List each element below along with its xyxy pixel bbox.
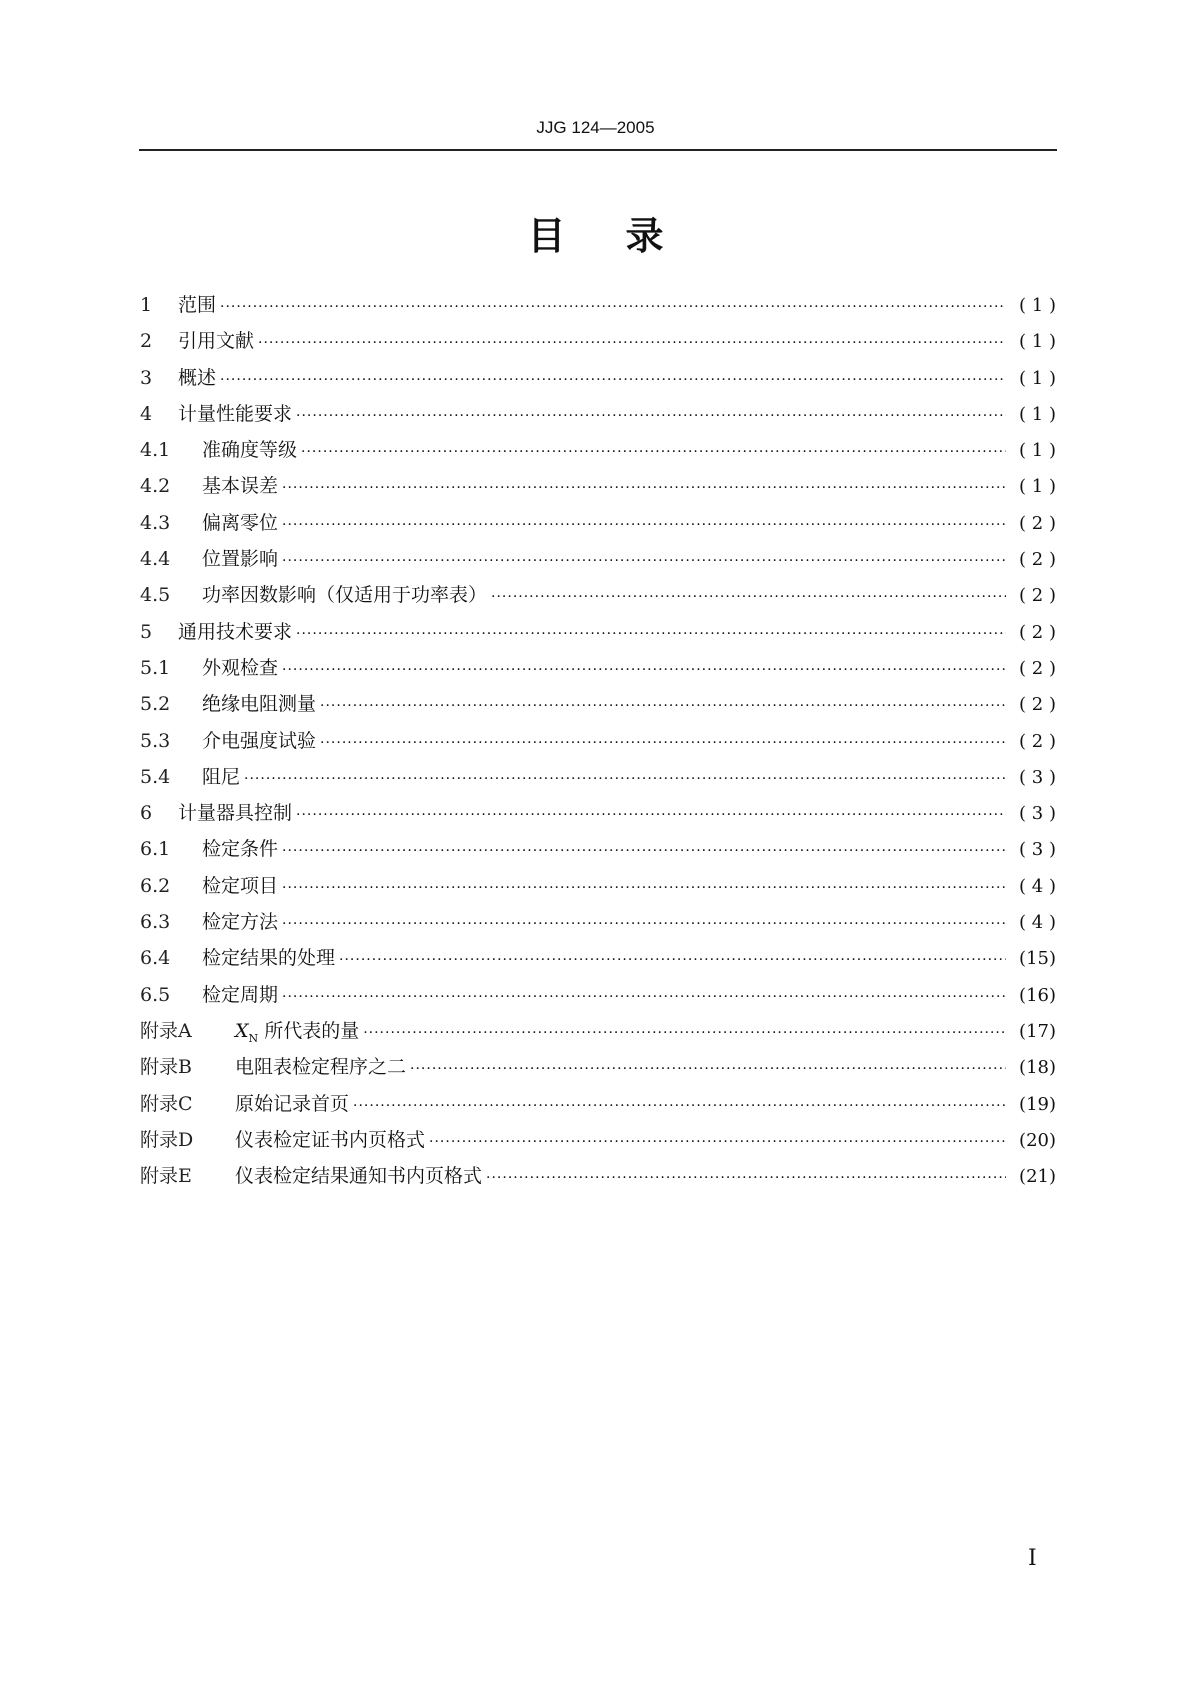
toc-entry-page: ( 1 )	[1019, 367, 1056, 389]
toc-entry[interactable]	[140, 399, 1056, 435]
page-number: I	[1028, 1546, 1037, 1571]
toc-entry-number: 6.5	[140, 983, 171, 1006]
toc-entry[interactable]	[140, 363, 1056, 399]
toc-entry-page: (16)	[1019, 984, 1056, 1006]
toc-entry-label: 位置影响	[202, 548, 279, 571]
toc-entry-number: 6.1	[140, 838, 171, 861]
toc-entry-page: ( 2 )	[1019, 585, 1056, 607]
toc-entry-number: 4.1	[140, 439, 171, 462]
toc-entry-label: 仪表检定结果通知书内页格式	[235, 1165, 483, 1188]
toc-entry-label: 电阻表检定程序之二	[235, 1056, 407, 1079]
toc-entry-number: 4.5	[140, 584, 171, 607]
dot-leader	[363, 1025, 1006, 1041]
toc-entry-label-rest: 所代表的量	[258, 1019, 360, 1042]
page-title: 目录	[527, 214, 724, 258]
toc-entry-label-var: X	[235, 1019, 249, 1042]
toc-entry[interactable]	[140, 943, 1056, 979]
dot-leader	[339, 952, 1006, 968]
toc-entry-label: 计量性能要求	[178, 402, 293, 425]
toc-entry-number: 附录C	[140, 1092, 193, 1115]
document-code-header: JJG 124—2005	[536, 118, 655, 137]
toc-entry[interactable]	[140, 834, 1056, 870]
dot-leader	[486, 1170, 1006, 1186]
toc-entry-page: ( 4 )	[1019, 912, 1056, 934]
toc-entry-page: ( 4 )	[1019, 875, 1056, 897]
toc-entry-number: 6.3	[140, 911, 171, 934]
toc-entry[interactable]	[140, 653, 1056, 689]
toc-entry-page: ( 1 )	[1019, 295, 1056, 316]
toc-entry[interactable]	[140, 617, 1056, 653]
toc-entry-number: 4	[140, 402, 153, 425]
toc-entry-label: 计量器具控制	[178, 802, 293, 825]
toc-entry-number: 5.1	[140, 656, 171, 679]
dot-leader	[282, 843, 1006, 859]
toc-entry-page: (21)	[1019, 1166, 1056, 1188]
toc-entry-page: (17)	[1019, 1020, 1056, 1042]
toc-entry-page: ( 2 )	[1019, 512, 1056, 534]
toc-entry[interactable]	[140, 871, 1056, 907]
toc-entry[interactable]	[140, 762, 1056, 798]
toc-entry-number: 4.2	[140, 475, 171, 498]
toc-entry-number: 附录A	[140, 1019, 192, 1042]
toc-entry[interactable]	[140, 544, 1056, 580]
toc-entry-number: 6.2	[140, 874, 171, 897]
toc-entry-label	[235, 1016, 361, 1045]
dot-leader	[296, 626, 1006, 642]
toc-entry-label: 偏离零位	[202, 511, 279, 534]
toc-entry-number: 附录D	[140, 1128, 194, 1151]
dot-leader	[220, 299, 1006, 315]
toc-entry-page: ( 2 )	[1019, 621, 1056, 643]
table-of-contents	[140, 290, 1056, 1197]
toc-entry-label: 引用文献	[178, 330, 255, 353]
toc-entry-page: ( 3 )	[1019, 766, 1056, 788]
toc-entry-page: (15)	[1019, 948, 1056, 970]
toc-entry-number: 3	[140, 366, 153, 389]
toc-entry[interactable]	[140, 435, 1056, 471]
toc-entry-page: (19)	[1019, 1093, 1056, 1115]
toc-entry-label: 功率因数影响（仅适用于功率表）	[202, 584, 488, 607]
toc-entry-label: 介电强度试验	[202, 729, 317, 752]
toc-entry-label: 概述	[178, 366, 217, 389]
toc-entry-label: 范围	[178, 294, 217, 316]
toc-entry[interactable]	[140, 290, 1056, 326]
toc-entry[interactable]	[140, 1161, 1056, 1197]
toc-entry[interactable]	[140, 798, 1056, 834]
dot-leader	[296, 807, 1006, 823]
toc-entry-label: 原始记录首页	[235, 1092, 350, 1115]
toc-entry[interactable]	[140, 1016, 1056, 1052]
toc-entry-label: 检定条件	[202, 838, 279, 861]
toc-entry-number: 2	[140, 330, 153, 353]
toc-entry-page: ( 2 )	[1019, 549, 1056, 571]
toc-entry[interactable]	[140, 1125, 1056, 1161]
dot-leader	[282, 553, 1006, 569]
toc-entry-number: 附录B	[140, 1056, 192, 1079]
toc-entry-number: 5.2	[140, 693, 171, 716]
dot-leader	[429, 1134, 1006, 1150]
toc-entry-page: ( 1 )	[1019, 331, 1056, 353]
dot-leader	[282, 517, 1006, 533]
toc-entry-number: 1	[140, 294, 153, 316]
toc-entry-page: ( 2 )	[1019, 694, 1056, 716]
dot-leader	[296, 408, 1006, 424]
dot-leader	[244, 771, 1006, 787]
toc-entry-page: ( 2 )	[1019, 657, 1056, 679]
header-rule	[139, 149, 1057, 151]
toc-entry-label-subscript: N	[248, 1031, 259, 1045]
toc-entry-label: 阻尼	[202, 765, 241, 788]
toc-entry-number: 附录E	[140, 1165, 192, 1188]
toc-entry[interactable]	[140, 508, 1056, 544]
dot-leader	[320, 698, 1006, 714]
toc-entry-number: 4.3	[140, 511, 171, 534]
toc-entry[interactable]	[140, 1089, 1056, 1125]
dot-leader	[282, 880, 1006, 896]
dot-leader	[258, 335, 1006, 351]
dot-leader	[353, 1098, 1006, 1114]
dot-leader	[282, 480, 1006, 496]
toc-entry[interactable]	[140, 580, 1056, 616]
toc-entry-number: 6	[140, 802, 153, 825]
toc-entry-label: 基本误差	[202, 475, 279, 498]
toc-entry[interactable]	[140, 1052, 1056, 1088]
toc-entry-number: 5.4	[140, 765, 171, 788]
toc-entry-number: 5.3	[140, 729, 171, 752]
dot-leader	[320, 735, 1006, 751]
toc-entry-number: 5	[140, 620, 153, 643]
toc-entry-page: ( 1 )	[1019, 476, 1056, 498]
toc-entry-label: 检定结果的处理	[202, 947, 336, 970]
toc-entry-number: 4.4	[140, 548, 171, 571]
toc-entry-page: ( 1 )	[1019, 440, 1056, 462]
toc-entry[interactable]	[140, 980, 1056, 1016]
dot-leader	[410, 1061, 1006, 1077]
toc-entry-label: 检定周期	[202, 983, 279, 1006]
toc-entry-number: 6.4	[140, 947, 171, 970]
toc-entry-page: (20)	[1019, 1129, 1056, 1151]
toc-entry[interactable]	[140, 471, 1056, 507]
toc-entry-label: 检定方法	[202, 911, 279, 934]
toc-entry-page: (18)	[1019, 1057, 1056, 1079]
dot-leader	[301, 444, 1006, 460]
toc-entry[interactable]	[140, 726, 1056, 762]
toc-entry[interactable]	[140, 326, 1056, 362]
toc-entry-page: ( 3 )	[1019, 803, 1056, 825]
dot-leader	[282, 662, 1006, 678]
toc-entry-label: 准确度等级	[202, 439, 298, 462]
toc-entry[interactable]	[140, 907, 1056, 943]
toc-entry-label: 通用技术要求	[178, 620, 293, 643]
toc-entry[interactable]	[140, 689, 1056, 725]
dot-leader	[282, 916, 1006, 932]
dot-leader	[282, 989, 1006, 1005]
toc-entry-page: ( 2 )	[1019, 730, 1056, 752]
toc-entry-label: 绝缘电阻测量	[202, 693, 317, 716]
toc-entry-page: ( 1 )	[1019, 403, 1056, 425]
toc-entry-page: ( 3 )	[1019, 839, 1056, 861]
dot-leader	[491, 589, 1006, 605]
toc-entry-label: 外观检查	[202, 656, 279, 679]
dot-leader	[220, 372, 1006, 388]
toc-entry-label: 仪表检定证书内页格式	[235, 1128, 426, 1151]
toc-entry-label: 检定项目	[202, 874, 279, 897]
